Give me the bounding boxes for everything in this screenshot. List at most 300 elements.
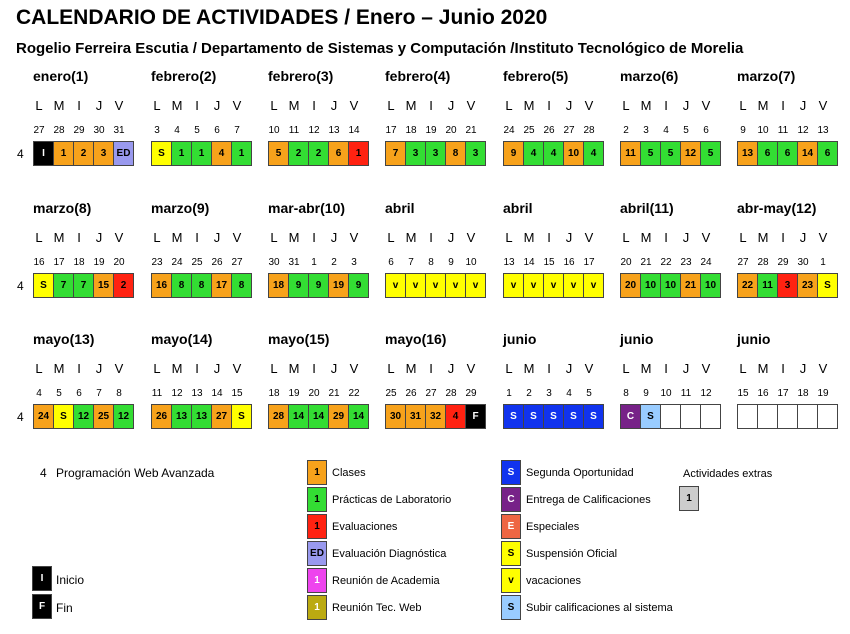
date-number: 18 (405, 125, 417, 136)
weekday-label: V (114, 361, 124, 376)
activity-cell (817, 404, 838, 429)
activity-cell: 14 (308, 404, 329, 429)
weekday-label: I (781, 230, 785, 245)
activity-cell: v (385, 273, 406, 298)
date-number: 7 (234, 125, 240, 136)
date-number: 17 (777, 388, 789, 399)
weekday-label: M (171, 98, 183, 113)
legend-item-label: vacaciones (526, 575, 582, 587)
month-name: marzo(7) (737, 68, 796, 84)
activity-cells (268, 404, 368, 429)
weekday-label: J (213, 98, 221, 113)
date-number: 1 (506, 388, 512, 399)
month-name: febrero(2) (151, 68, 217, 84)
activity-cell: 20 (620, 273, 641, 298)
activity-cell: 9 (503, 141, 524, 166)
activity-cell: 10 (700, 273, 721, 298)
date-number: 28 (583, 125, 595, 136)
weekday-label: M (288, 230, 300, 245)
date-number: 11 (680, 388, 692, 399)
weekday-label: I (312, 230, 316, 245)
activity-cell: 6 (328, 141, 349, 166)
date-number: 18 (268, 388, 280, 399)
activity-cell: 2 (308, 141, 329, 166)
activity-cell: 17 (211, 273, 232, 298)
activity-cell: 5 (640, 141, 661, 166)
weekday-label: J (330, 361, 338, 376)
weekday-label: M (171, 361, 183, 376)
date-number: 4 (663, 125, 669, 136)
date-number: 15 (231, 388, 243, 399)
legend-item-swatch: 1 (307, 460, 327, 485)
weekday-label: I (781, 98, 785, 113)
activity-cell: v (465, 273, 486, 298)
activity-cell: 12 (73, 404, 94, 429)
activity-cell: 9 (348, 273, 369, 298)
activity-cell: 24 (33, 404, 54, 429)
activity-cells (385, 404, 485, 429)
activity-cell (737, 404, 758, 429)
weekday-label: I (664, 230, 668, 245)
extras-swatch: 1 (679, 486, 699, 511)
weekday-label: V (349, 230, 359, 245)
weekday-label: L (387, 230, 395, 245)
month-name: mayo(14) (151, 331, 213, 347)
date-number: 12 (171, 388, 183, 399)
weekday-label: I (429, 230, 433, 245)
date-number: 14 (348, 125, 360, 136)
date-number: 12 (308, 125, 320, 136)
activity-cell (757, 404, 778, 429)
activity-cell (700, 404, 721, 429)
date-number: 15 (543, 257, 555, 268)
weekday-label: M (288, 98, 300, 113)
date-number: 29 (73, 125, 85, 136)
weekday-label: L (35, 230, 43, 245)
weekday-label: L (270, 98, 278, 113)
activity-cell: 4 (445, 404, 466, 429)
activity-cell: 14 (288, 404, 309, 429)
date-number: 24 (503, 125, 515, 136)
date-number: 13 (328, 125, 340, 136)
weekday-label: M (288, 361, 300, 376)
weekday-label: V (349, 361, 359, 376)
date-number: 4 (566, 388, 572, 399)
weekday-label: I (312, 361, 316, 376)
activity-cell: S (231, 404, 252, 429)
weekday-label: V (232, 361, 242, 376)
activity-cells (33, 404, 133, 429)
date-number: 19 (817, 388, 829, 399)
weekday-label: V (466, 230, 476, 245)
activity-cell: S (151, 141, 172, 166)
legend-item-swatch: 1 (307, 595, 327, 620)
month-name: febrero(4) (385, 68, 451, 84)
weekday-label: V (701, 230, 711, 245)
date-number: 10 (268, 125, 280, 136)
activity-cells (33, 273, 133, 298)
activity-cell: 3 (777, 273, 798, 298)
weekday-label: M (757, 98, 769, 113)
weekday-label: M (53, 230, 65, 245)
activity-cells (503, 404, 603, 429)
weekday-label: I (195, 230, 199, 245)
weekday-label: V (818, 361, 828, 376)
month-name: enero(1) (33, 68, 89, 84)
activity-cell: v (523, 273, 544, 298)
legend-item-label: Subir calificaciones al sistema (526, 602, 673, 614)
weekday-label: J (213, 361, 221, 376)
activity-cell: 10 (660, 273, 681, 298)
date-number: 14 (211, 388, 223, 399)
weekday-label: J (213, 230, 221, 245)
date-number: 17 (53, 257, 65, 268)
activity-cell: 6 (757, 141, 778, 166)
activity-cell: 18 (268, 273, 289, 298)
month-name: mar-abr(10) (268, 200, 346, 216)
weekday-label: M (640, 230, 652, 245)
legend-item-label: Especiales (526, 521, 580, 533)
weekday-label: J (682, 230, 690, 245)
legend-item-swatch: 1 (307, 514, 327, 539)
activity-cell: 28 (268, 404, 289, 429)
activity-cell: 1 (171, 141, 192, 166)
weekday-label: J (799, 361, 807, 376)
month-name: junio (620, 331, 654, 347)
activity-cell (797, 404, 818, 429)
activity-cell: 4 (543, 141, 564, 166)
date-number: 20 (308, 388, 320, 399)
activity-cell: 14 (348, 404, 369, 429)
activity-cell: 7 (73, 273, 94, 298)
activity-cells (151, 273, 251, 298)
date-number: 3 (351, 257, 357, 268)
date-number: 3 (546, 388, 552, 399)
legend-item-label: Reunión Tec. Web (332, 602, 422, 614)
legend-item-label: Clases (332, 467, 366, 479)
weekday-label: M (523, 230, 535, 245)
activity-cell: S (523, 404, 544, 429)
activity-cell: 7 (385, 141, 406, 166)
legend-item-swatch: v (501, 568, 521, 593)
weekday-label: M (171, 230, 183, 245)
activity-cell: 23 (797, 273, 818, 298)
legend-item-label: Evaluaciones (332, 521, 398, 533)
weekday-label: J (95, 98, 103, 113)
activity-cells (737, 404, 837, 429)
weekday-label: M (757, 230, 769, 245)
weekday-label: J (330, 230, 338, 245)
legend-item-swatch: E (501, 514, 521, 539)
weekday-label: L (153, 230, 161, 245)
activity-cell: v (563, 273, 584, 298)
date-number: 27 (425, 388, 437, 399)
activity-cells (385, 141, 485, 166)
activity-cell: 5 (700, 141, 721, 166)
weekday-label: I (77, 98, 81, 113)
date-number: 17 (583, 257, 595, 268)
subject-name: Programación Web Avanzada (56, 466, 215, 480)
weekday-label: V (114, 230, 124, 245)
date-number: 10 (757, 125, 769, 136)
date-number: 12 (700, 388, 712, 399)
date-number: 5 (683, 125, 689, 136)
activity-cell: 9 (288, 273, 309, 298)
page-subtitle: Rogelio Ferreira Escutia / Departamento de Sistemas y Computación /Instituto Tecnológico de Morelia (16, 40, 744, 57)
date-number: 25 (191, 257, 203, 268)
activity-cell: 12 (113, 404, 134, 429)
activity-cell: 2 (288, 141, 309, 166)
date-number: 16 (563, 257, 575, 268)
month-name: abril (503, 200, 533, 216)
weekday-label: L (739, 361, 747, 376)
activity-cell: 14 (797, 141, 818, 166)
date-number: 11 (288, 125, 300, 136)
date-number: 2 (623, 125, 629, 136)
date-number: 22 (348, 388, 360, 399)
date-number: 11 (151, 388, 163, 399)
month-name: abril (385, 200, 415, 216)
activity-cell: 1 (53, 141, 74, 166)
activity-cells (151, 404, 251, 429)
date-number: 27 (33, 125, 45, 136)
activity-cell (680, 404, 701, 429)
date-number: 25 (385, 388, 397, 399)
weekday-label: J (447, 98, 455, 113)
weekday-label: V (466, 98, 476, 113)
weekday-label: I (781, 361, 785, 376)
date-number: 27 (563, 125, 575, 136)
activity-cells (620, 273, 720, 298)
row-label: 4 (17, 147, 24, 161)
date-number: 18 (73, 257, 85, 268)
weekday-label: I (195, 361, 199, 376)
date-number: 7 (408, 257, 414, 268)
legend-item-swatch: 1 (307, 568, 327, 593)
weekday-label: M (640, 98, 652, 113)
activity-cell: 25 (93, 404, 114, 429)
date-number: 12 (797, 125, 809, 136)
activity-cell: 3 (425, 141, 446, 166)
weekday-label: M (405, 361, 417, 376)
weekday-label: I (77, 230, 81, 245)
date-number: 4 (174, 125, 180, 136)
weekday-label: V (232, 230, 242, 245)
activity-cell (777, 404, 798, 429)
activity-cell: 3 (93, 141, 114, 166)
inicio-swatch: I (32, 566, 52, 591)
date-number: 20 (113, 257, 125, 268)
weekday-label: V (818, 98, 828, 113)
legend-item-swatch: 1 (307, 487, 327, 512)
activity-cells (503, 141, 603, 166)
date-number: 9 (643, 388, 649, 399)
activity-cells (737, 273, 837, 298)
weekday-label: I (312, 98, 316, 113)
weekday-label: I (547, 230, 551, 245)
weekday-label: L (739, 98, 747, 113)
date-number: 29 (777, 257, 789, 268)
weekday-label: I (547, 98, 551, 113)
date-number: 25 (523, 125, 535, 136)
date-number: 24 (171, 257, 183, 268)
activity-cell: v (405, 273, 426, 298)
legend-item-swatch: S (501, 595, 521, 620)
legend-item-label: Prácticas de Laboratorio (332, 494, 452, 506)
activity-cell: 8 (231, 273, 252, 298)
weekday-label: J (565, 230, 573, 245)
legend-item-swatch: ED (307, 541, 327, 566)
activity-cell: 6 (777, 141, 798, 166)
date-number: 30 (268, 257, 280, 268)
activity-cell: 22 (737, 273, 758, 298)
activity-cell: 2 (113, 273, 134, 298)
activity-cells (737, 141, 837, 166)
weekday-label: I (664, 98, 668, 113)
date-number: 5 (56, 388, 62, 399)
date-number: 21 (465, 125, 477, 136)
date-number: 31 (288, 257, 300, 268)
weekday-label: M (405, 98, 417, 113)
weekday-label: J (95, 361, 103, 376)
month-name: abr-may(12) (737, 200, 817, 216)
weekday-label: L (35, 98, 43, 113)
activity-cell: S (583, 404, 604, 429)
legend-item-label: Evaluación Diagnóstica (332, 548, 447, 560)
weekday-label: V (114, 98, 124, 113)
date-number: 14 (523, 257, 535, 268)
date-number: 5 (586, 388, 592, 399)
date-number: 23 (680, 257, 692, 268)
activity-cell: 8 (171, 273, 192, 298)
month-name: mayo(13) (33, 331, 95, 347)
date-number: 23 (151, 257, 163, 268)
weekday-label: V (701, 361, 711, 376)
weekday-label: L (387, 98, 395, 113)
activity-cell: S (53, 404, 74, 429)
subject-legend (40, 466, 214, 480)
date-number: 19 (425, 125, 437, 136)
weekday-label: L (387, 361, 395, 376)
date-number: 20 (445, 125, 457, 136)
activity-cell: F (465, 404, 486, 429)
activity-cell: 9 (308, 273, 329, 298)
date-number: 9 (448, 257, 454, 268)
activity-cell: v (543, 273, 564, 298)
activity-cell: S (33, 273, 54, 298)
legend-item-label: Entrega de Calificaciones (526, 494, 651, 506)
activity-cell: 3 (405, 141, 426, 166)
activity-cell: C (620, 404, 641, 429)
activity-cell: 5 (660, 141, 681, 166)
legend-item-swatch: C (501, 487, 521, 512)
activity-cell: 2 (73, 141, 94, 166)
activity-cell: S (817, 273, 838, 298)
activity-cell: v (503, 273, 524, 298)
activity-cell: 32 (425, 404, 446, 429)
weekday-label: I (195, 98, 199, 113)
date-number: 28 (445, 388, 457, 399)
activity-cell: 11 (620, 141, 641, 166)
date-number: 11 (777, 125, 789, 136)
activity-cell: S (563, 404, 584, 429)
activity-cells (503, 273, 603, 298)
weekday-label: L (35, 361, 43, 376)
date-number: 30 (797, 257, 809, 268)
weekday-label: J (682, 98, 690, 113)
activity-cells (620, 404, 720, 429)
activity-cell: 11 (757, 273, 778, 298)
page-title: CALENDARIO DE ACTIVIDADES / Enero – Junio 2020 (16, 6, 548, 29)
inicio-label: Inicio (56, 573, 85, 587)
activity-cell: 19 (328, 273, 349, 298)
activity-cell: 13 (171, 404, 192, 429)
weekday-label: I (77, 361, 81, 376)
month-name: marzo(8) (33, 200, 92, 216)
month-name: febrero(3) (268, 68, 334, 84)
date-number: 17 (385, 125, 397, 136)
date-number: 3 (643, 125, 649, 136)
date-number: 18 (797, 388, 809, 399)
date-number: 8 (623, 388, 629, 399)
date-number: 6 (214, 125, 220, 136)
row-label: 4 (17, 410, 24, 424)
date-number: 13 (191, 388, 203, 399)
activity-cell: 16 (151, 273, 172, 298)
weekday-label: J (799, 98, 807, 113)
activity-cell: 1 (231, 141, 252, 166)
weekday-label: L (739, 230, 747, 245)
activity-cell: 1 (348, 141, 369, 166)
weekday-label: I (547, 361, 551, 376)
date-number: 22 (660, 257, 672, 268)
activity-cell: 31 (405, 404, 426, 429)
weekday-label: L (622, 230, 630, 245)
month-name: mayo(15) (268, 331, 330, 347)
activity-cell: 30 (385, 404, 406, 429)
month-name: junio (737, 331, 771, 347)
date-number: 8 (116, 388, 122, 399)
date-number: 9 (740, 125, 746, 136)
weekday-label: J (330, 98, 338, 113)
fin-swatch: F (32, 594, 52, 619)
activity-cell: 21 (680, 273, 701, 298)
weekday-label: V (584, 230, 594, 245)
date-number: 5 (194, 125, 200, 136)
weekday-label: J (565, 98, 573, 113)
activity-cell: 27 (211, 404, 232, 429)
activity-cells (151, 141, 251, 166)
date-number: 24 (700, 257, 712, 268)
activity-cell: 13 (737, 141, 758, 166)
date-number: 27 (737, 257, 749, 268)
date-number: 20 (620, 257, 632, 268)
date-number: 15 (737, 388, 749, 399)
weekday-label: L (505, 361, 513, 376)
weekday-label: V (466, 361, 476, 376)
activity-cell: 7 (53, 273, 74, 298)
date-number: 16 (757, 388, 769, 399)
weekday-label: M (523, 98, 535, 113)
date-number: 26 (211, 257, 223, 268)
weekday-label: V (584, 98, 594, 113)
legend-item-swatch: S (501, 460, 521, 485)
activity-cell: S (640, 404, 661, 429)
weekday-label: J (447, 230, 455, 245)
activity-cells (620, 141, 720, 166)
activity-cell: S (503, 404, 524, 429)
date-number: 19 (288, 388, 300, 399)
